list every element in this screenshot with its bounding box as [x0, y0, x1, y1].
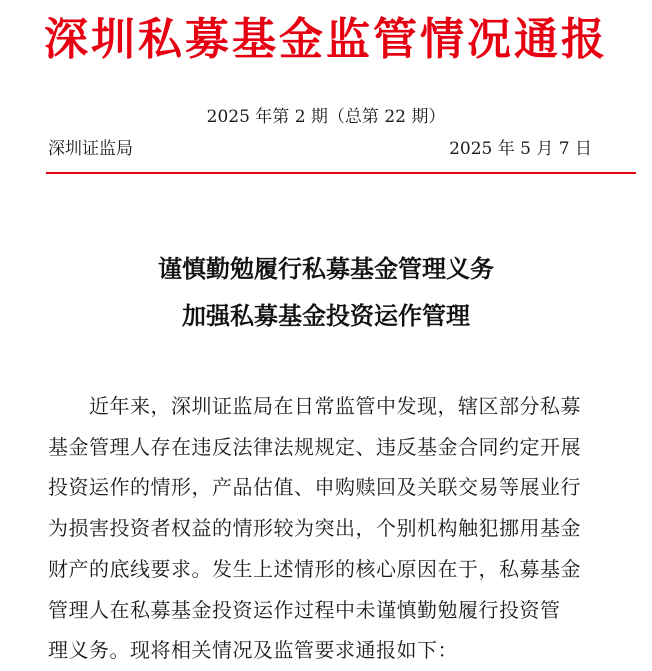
document-title-line-1: 谨慎勤勉履行私募基金管理义务 [158, 255, 494, 283]
issue-number: 2025 年第 2 期（总第 22 期） [206, 107, 446, 127]
body-line: 基金管理人存在违反法律法规规定、违反基金合同约定开展 [48, 434, 581, 459]
body-line: 为损害投资者权益的情形较为突出，个别机构触犯挪用基金 [48, 516, 581, 541]
issue-date: 2025 年 5 月 7 日 [449, 139, 592, 159]
body-line: 财产的底线要求。发生上述情形的核心原因在于，私募基金 [48, 556, 581, 581]
body-line: 近年来，深圳证监局在日常监管中发现，辖区部分私募 [48, 394, 581, 418]
masthead-title: 深圳私募基金监管情况通报 [44, 14, 608, 65]
document-title-line-2: 加强私募基金投资运作管理 [182, 302, 470, 330]
masthead-divider [46, 172, 636, 174]
body-line: 管理人在私募基金投资运作过程中未谨慎勤勉履行投资管 [48, 597, 561, 622]
body-line: 投资运作的情形，产品估值、申购赎回及关联交易等展业行 [48, 475, 581, 500]
body-paragraph [48, 386, 604, 671]
issuer-name: 深圳证监局 [48, 139, 133, 159]
body-line: 理义务。现将相关情况及监管要求通报如下： [48, 638, 458, 663]
